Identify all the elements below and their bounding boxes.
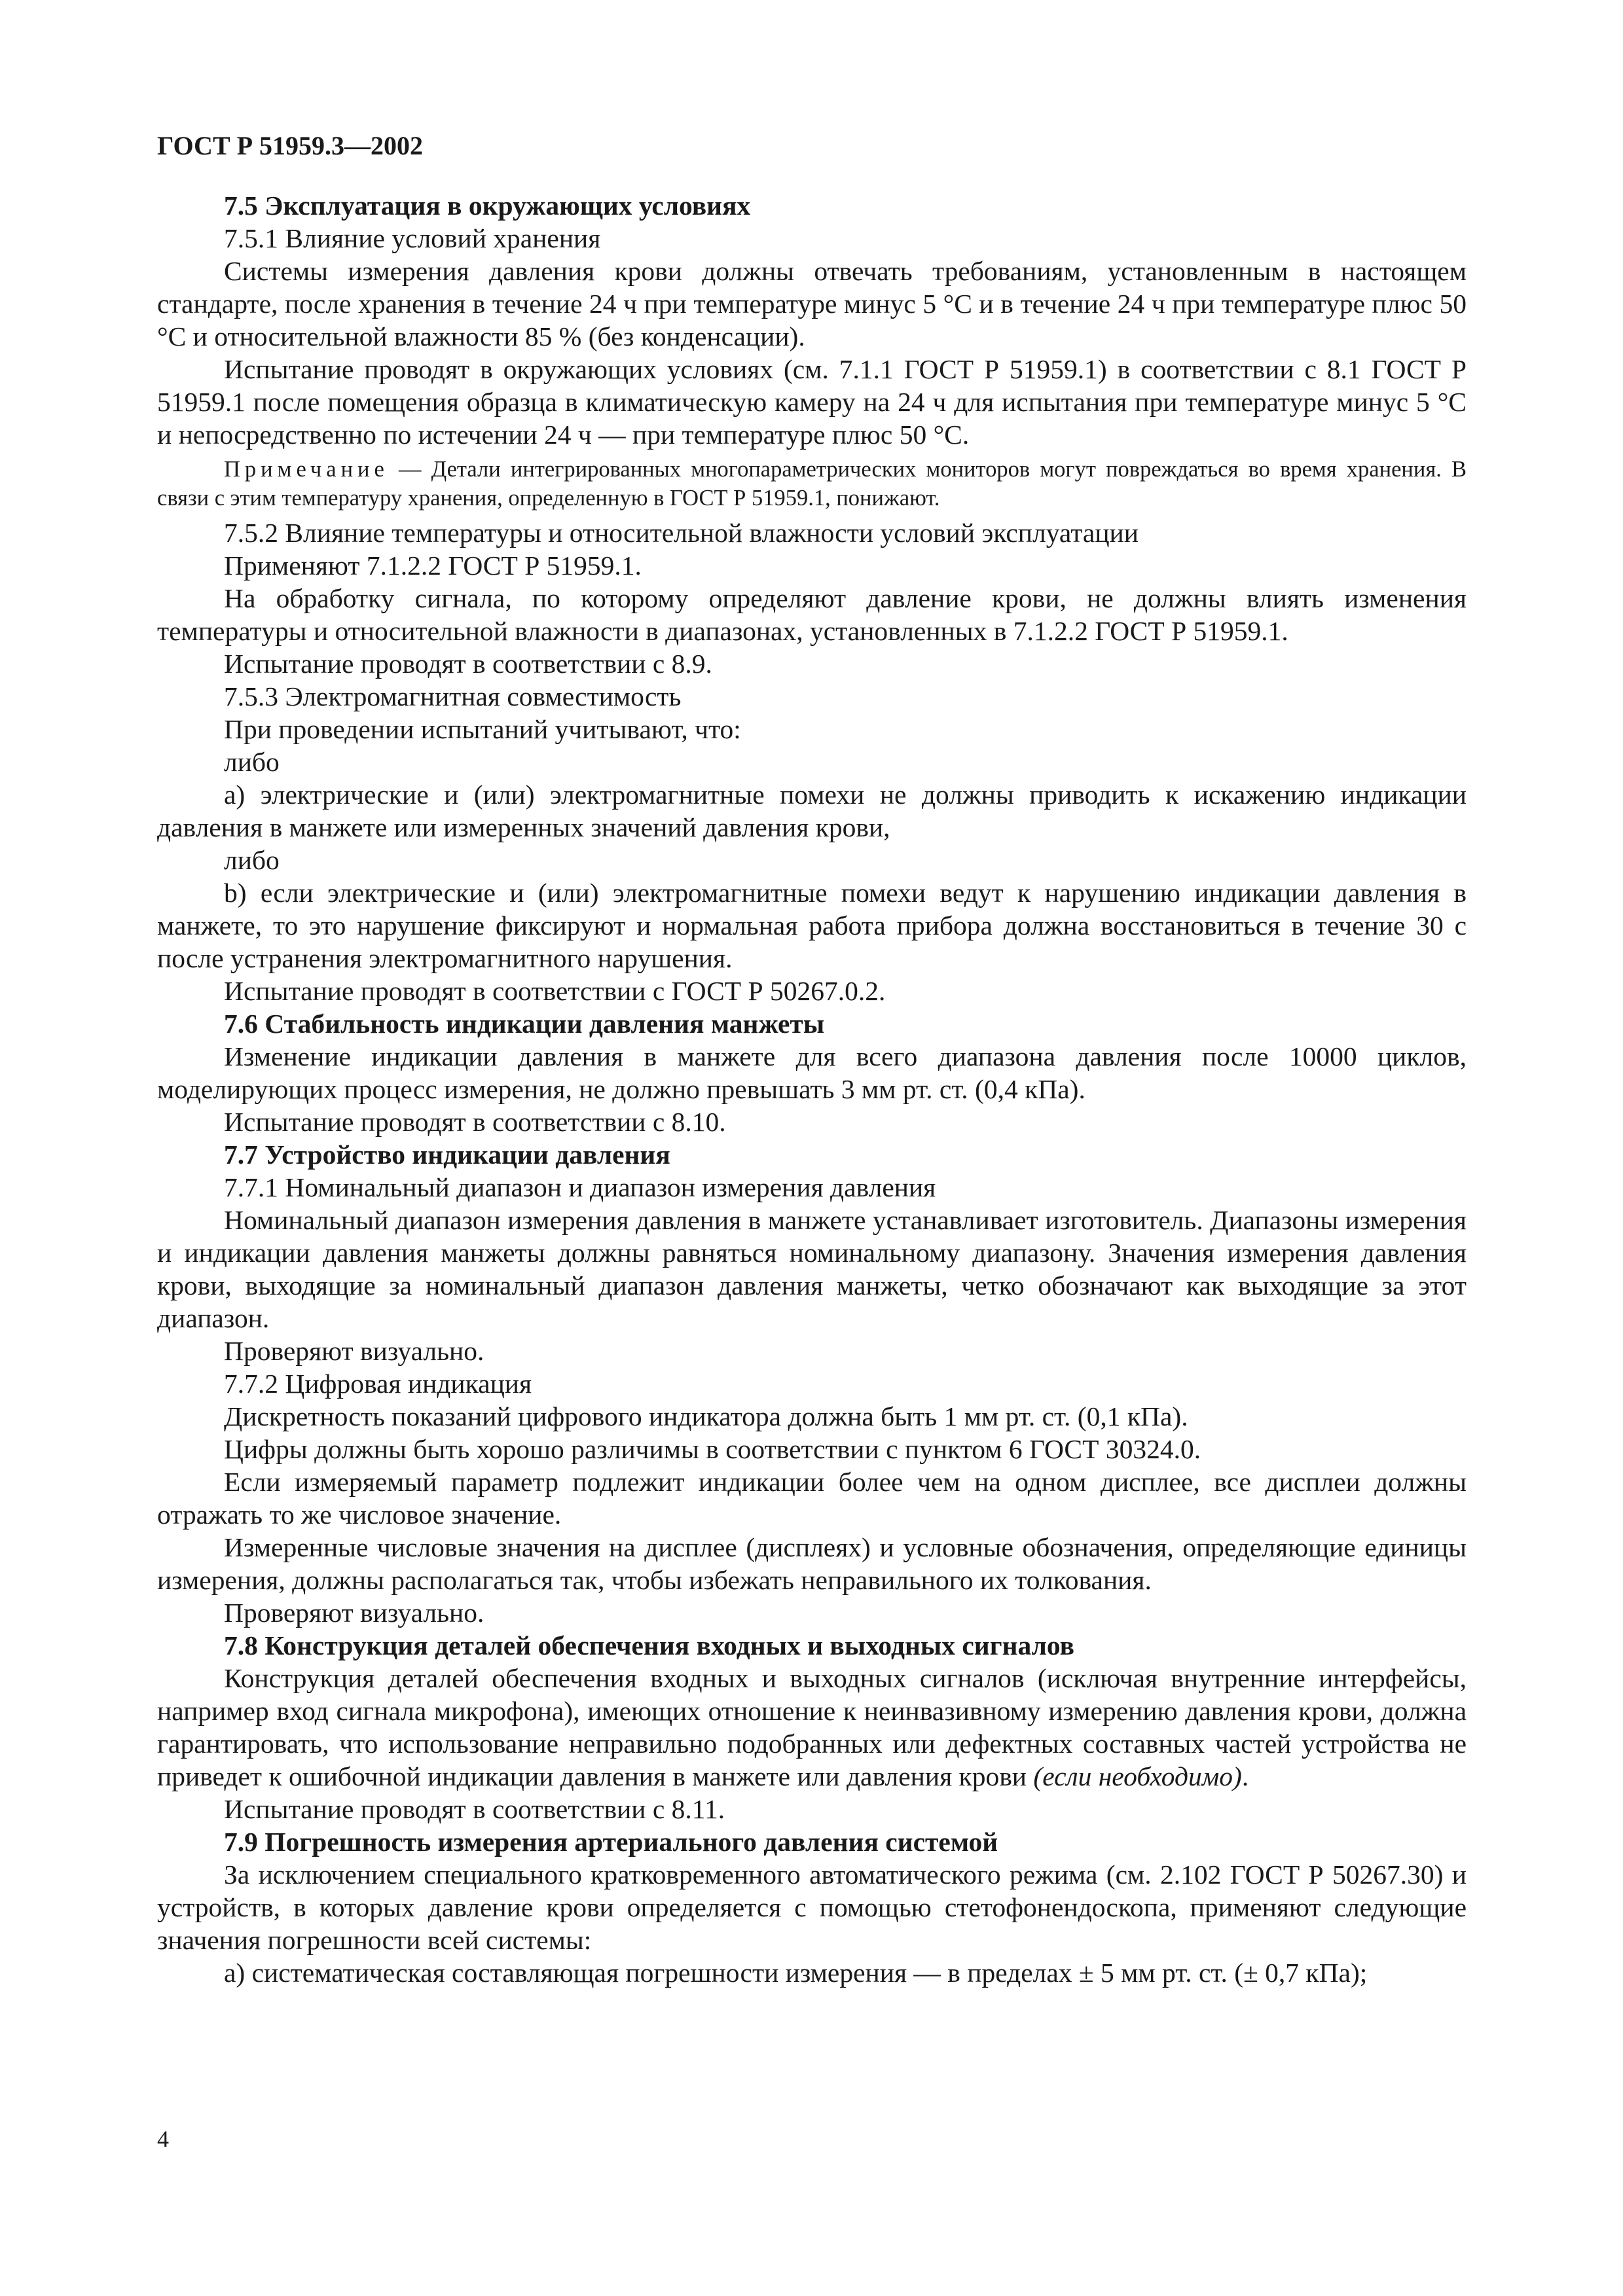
document-body xyxy=(157,189,1467,1989)
section-7-8-title: 7.8 Конструкция деталей обеспечения входных и выходных сигналов xyxy=(224,1630,1075,1660)
note xyxy=(157,455,1467,512)
section-7-9-title: 7.9 Погрешность измерения артериального давления системой xyxy=(224,1827,998,1857)
paragraph: Испытание проводят в соответствии с 8.11. xyxy=(224,1794,725,1824)
paragraph: За исключением специального кратковременного автоматического режима (см. 2.102 ГОСТ Р 50267.30) и устройств, в которых давление крови определяется с помощью стетофонендоскопа, применяют следующие значения погрешности всей системы: xyxy=(157,1859,1467,1955)
list-item: а) электрические и (или) электромагнитные помехи не должны приводить к искажению индикации давления в манжете или измеренных значений давления крови, xyxy=(157,780,1467,842)
section-7-7-2-title: 7.7.2 Цифровая индикация xyxy=(224,1369,532,1399)
paragraph: Испытание проводят в соответствии с ГОСТ Р 50267.0.2. xyxy=(224,976,886,1006)
section-7-7-1-title: 7.7.1 Номинальный диапазон и диапазон измерения давления xyxy=(224,1172,936,1202)
paragraph: Дискретность показаний цифрового индикатора должна быть 1 мм рт. ст. (0,1 кПа). xyxy=(224,1401,1188,1431)
paragraph: Испытание проводят в окружающих условиях (см. 7.1.1 ГОСТ Р 51959.1) в соответствии с 8.1 ГОСТ Р 51959.1 после помещения образца в климатическую камеру на 24 ч для испытания при температуре минус 5 °С и непосредственно по истечении 24 ч — при температуре плюс 50 °С. xyxy=(157,354,1467,450)
section-7-5-2-title: 7.5.2 Влияние температуры и относительной влажности условий эксплуатации xyxy=(224,518,1139,548)
note-label: Примечание xyxy=(224,457,389,482)
paragraph: Системы измерения давления крови должны отвечать требованиям, установленным в настоящем стандарте, после хранения в течение 24 ч при температуре минус 5 °С и в течение 24 ч при температуре плюс 50 °С и относительной влажности 85 % (без конденсации). xyxy=(157,256,1467,351)
document-page xyxy=(157,128,1467,1989)
section-7-6-title: 7.6 Стабильность индикации давления манжеты xyxy=(224,1009,825,1039)
paragraph: либо xyxy=(224,845,280,875)
paragraph-text: Конструкция деталей обеспечения входных и выходных сигналов (исключая внутренние интерфейсы, например вход сигнала микрофона), имеющих отношение к неинвазивному измерению давления крови, должна гарантировать, что использование неправильно подобранных или дефектных составных частей устройства не приведет к ошибочной индикации давления в манжете или давления крови xyxy=(157,1663,1467,1791)
section-7-5-title: 7.5 Эксплуатация в окружающих условиях xyxy=(224,190,751,221)
page-number: 4 xyxy=(157,2126,169,2152)
paragraph: Проверяют визуально. xyxy=(224,1336,484,1366)
paragraph-italic: (если необходимо) xyxy=(1033,1761,1242,1791)
section-7-7-title: 7.7 Устройство индикации давления xyxy=(224,1139,670,1170)
paragraph: Проверяют визуально. xyxy=(224,1598,484,1628)
document-header: ГОСТ Р 51959.3—2002 xyxy=(157,131,424,160)
paragraph: При проведении испытаний учитывают, что: xyxy=(224,714,741,744)
paragraph-end: . xyxy=(1241,1761,1249,1791)
section-7-5-1-title: 7.5.1 Влияние условий хранения xyxy=(224,223,601,253)
paragraph: Применяют 7.1.2.2 ГОСТ Р 51959.1. xyxy=(224,550,642,581)
paragraph: Номинальный диапазон измерения давления в манжете устанавливает изготовитель. Диапазоны измерения и индикации давления манжеты должны равняться номинальному диапазону. Значения измерения давления крови, выходящие за номинальный диапазон давления манжеты, четко обозначают как выходящие за этот диапазон. xyxy=(157,1205,1467,1333)
paragraph: либо xyxy=(224,747,280,777)
paragraph: Изменение индикации давления в манжете для всего диапазона давления после 10000 циклов, моделирующих процесс измерения, не должно превышать 3 мм рт. ст. (0,4 кПа). xyxy=(157,1041,1467,1104)
paragraph: Если измеряемый параметр подлежит индикации более чем на одном дисплее, все дисплеи должны отражать то же числовое значение. xyxy=(157,1467,1467,1530)
paragraph: Испытание проводят в соответствии с 8.10. xyxy=(224,1107,726,1137)
paragraph: Испытание проводят в соответствии с 8.9. xyxy=(224,649,712,679)
paragraph: Измеренные числовые значения на дисплее (дисплеях) и условные обозначения, определяющие единицы измерения, должны располагаться так, чтобы избежать неправильного их толкования. xyxy=(157,1532,1467,1595)
paragraph: На обработку сигнала, по которому определяют давление крови, не должны влиять изменения температуры и относительной влажности в диапазонах, установленных в 7.1.2.2 ГОСТ Р 51959.1. xyxy=(157,583,1467,646)
paragraph: Цифры должны быть хорошо различимы в соответствии с пунктом 6 ГОСТ 30324.0. xyxy=(224,1434,1201,1464)
paragraph xyxy=(157,1662,1467,1793)
list-item: b) если электрические и (или) электромагнитные помехи ведут к нарушению индикации давления в манжете, то это нарушение фиксируют и нормальная работа прибора должна восстановиться в течение 30 с после устранения электромагнитного нарушения. xyxy=(157,878,1467,973)
section-7-5-3-title: 7.5.3 Электромагнитная совместимость xyxy=(224,681,682,711)
list-item: а) систематическая составляющая погрешности измерения — в пределах ± 5 мм рт. ст. (± 0,7 кПа); xyxy=(224,1958,1368,1988)
note-text: — Детали интегрированных многопараметрических мониторов могут повреждаться во время хранения. В связи с этим температуру хранения, определенную в ГОСТ Р 51959.1, понижают. xyxy=(157,457,1467,511)
